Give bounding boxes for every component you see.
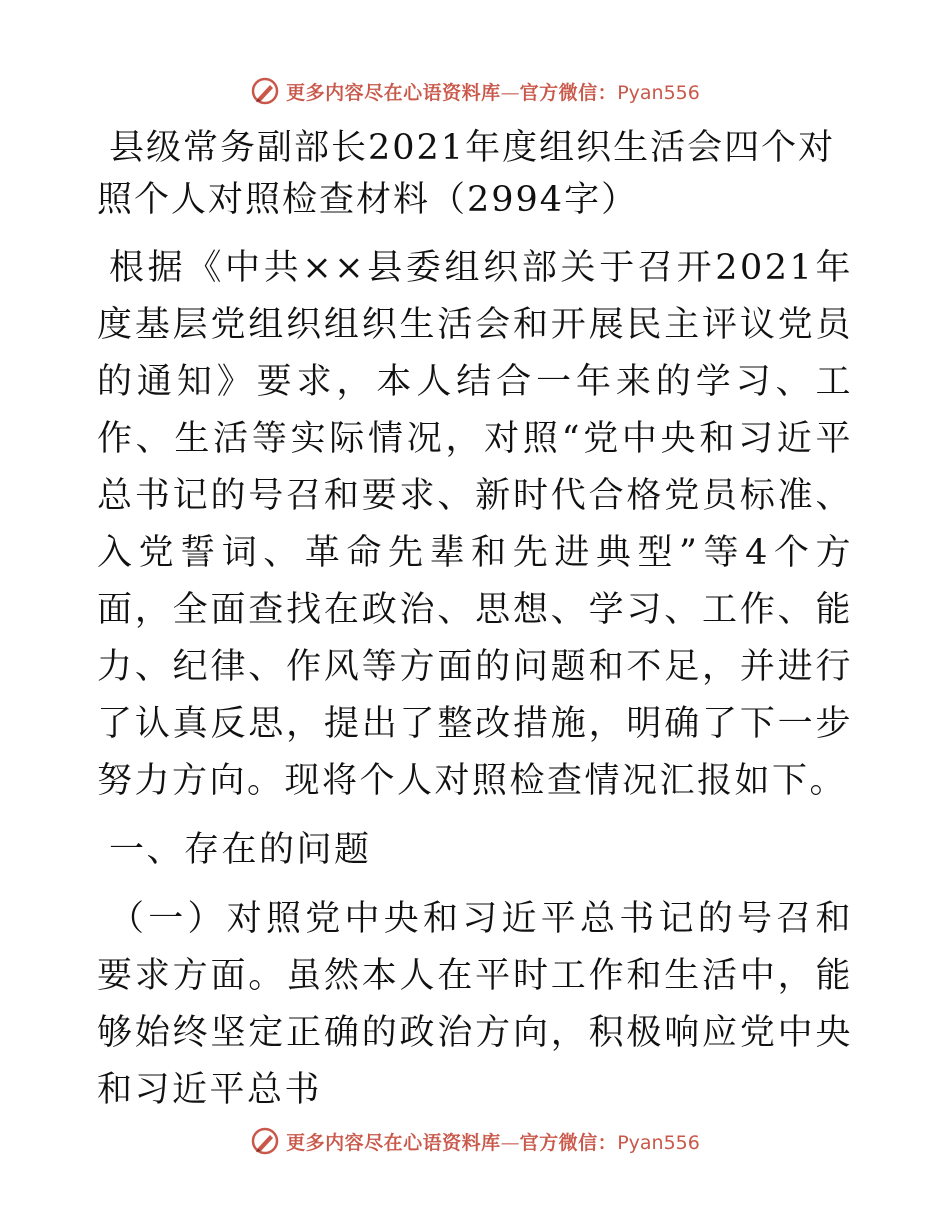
banner-official-label: 官方微信：: [519, 81, 618, 104]
banner-cn-text: 更多内容尽在心语资料库: [286, 1131, 501, 1154]
section-paragraph: （一）对照党中央和习近平总书记的号召和要求方面。虽然本人在平时工作和生活中，能够始终坚定正确的政治方向，积极响应党中央和习近平总书: [97, 899, 853, 1110]
header-watermark-banner: [0, 74, 950, 108]
red-circle-pen-logo-icon: [250, 1126, 280, 1156]
banner-wechat-id: Pyan556: [617, 81, 700, 104]
banner-dash: —: [500, 81, 520, 104]
banner-text: [286, 1128, 700, 1155]
banner-wechat-id: Pyan556: [617, 1131, 700, 1154]
document-body: [97, 122, 853, 1119]
section-heading: 一、存在的问题: [109, 830, 372, 870]
intro-paragraph: 根据《中共××县委组织部关于召开2021年度基层党组织组织生活会和开展民主评议党员的通知》要求，本人结合一年来的学习、工作、生活等实际情况，对照“党中央和习近平总书记的号召和要求、新时代合格党员标准、入党誓词、革命先辈和先进典型”等4个方面，全面查找在政治、思想、学习、工作、能力、纪律、作风等方面的问题和不足，并进行了认真反思，提出了整改措施，明确了下一步努力方向。现将个人对照检查情况汇报如下。: [97, 248, 853, 801]
banner-official-label: 官方微信：: [519, 1131, 618, 1154]
document-title: 县级常务副部长2021年度组织生活会四个对照个人对照检查材料（2994字）: [97, 128, 836, 220]
banner-text: [286, 78, 700, 105]
banner-cn-text: 更多内容尽在心语资料库: [286, 81, 501, 104]
footer-watermark-banner: [0, 1124, 950, 1158]
banner-dash: —: [500, 1131, 520, 1154]
red-circle-pen-logo-icon: [250, 76, 280, 106]
